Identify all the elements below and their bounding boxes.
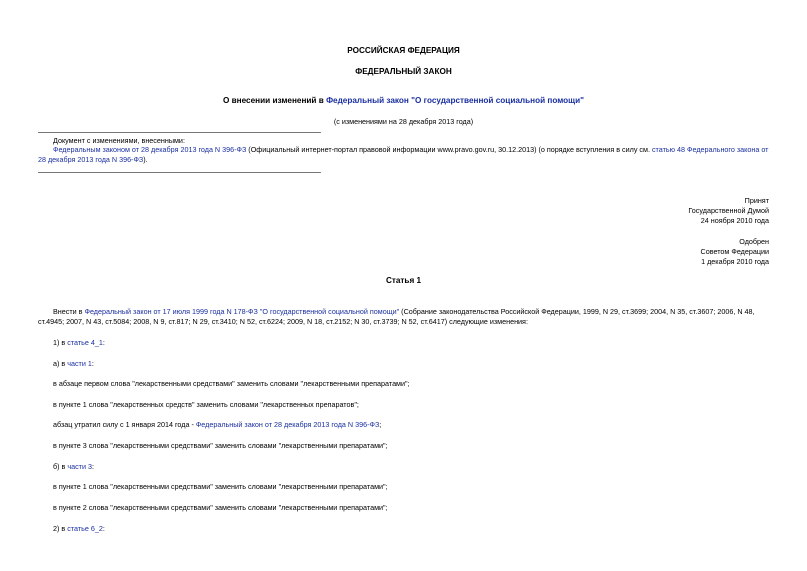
article-48-link[interactable]: статью 48 Федерального закона от (651, 145, 769, 154)
item-1-suffix: : (102, 338, 105, 347)
article-intro-line-2: ст.4945; 2007, N 43, ст.5084; 2008, N 9, ст.817; N 29, ст.3410; N 52, ст.6224; 2009, N 18, ст.2152; N 30, ст.3739; N 52, ст.6417) следующие изменения: (38, 317, 528, 326)
item-1-prefix: 1) в (53, 338, 68, 347)
item-b-suffix: : (91, 462, 94, 471)
adoption-accepted: Принят (744, 196, 769, 205)
item-b (53, 462, 94, 471)
changes-text-2: ). (143, 155, 148, 164)
line-3-text: абзац утратил силу с 1 января 2014 года - (53, 420, 196, 429)
change-line-2: в пункте 1 слова "лекарственных средств" заменить словами "лекарственных препаратов"; (53, 400, 359, 409)
item-a-suffix: : (91, 359, 94, 368)
change-line-4: в пункте 3 слова "лекарственными средствами" заменить словами "лекарственными препаратами"; (53, 441, 388, 450)
edition-note: (с изменениями на 28 декабря 2013 года) (333, 117, 474, 126)
changes-label: Документ с изменениями, внесенными: (53, 136, 185, 145)
amending-law-link-2[interactable]: 28 декабря 2013 года N 396-ФЗ (38, 155, 144, 164)
item-a (53, 359, 94, 368)
repealing-law-link[interactable]: Федеральный закон от 28 декабря 2013 года N 396-ФЗ (195, 420, 380, 429)
item-2 (53, 524, 105, 533)
amending-law-link[interactable]: Федеральным законом от 28 декабря 2013 года N 396-ФЗ (53, 145, 247, 154)
changes-line-1 (53, 145, 768, 154)
divider-bottom (38, 172, 321, 173)
part-1-link[interactable]: части 1 (67, 359, 92, 368)
adoption-duma: Государственной Думой (688, 206, 769, 215)
changes-line-2 (38, 155, 148, 164)
divider-top (38, 132, 321, 133)
adoption-approved: Одобрен (739, 237, 769, 246)
item-2-prefix: 2) в (53, 524, 68, 533)
adoption-date-2: 1 декабря 2010 года (701, 257, 769, 266)
base-law-link[interactable]: Федеральный закон от 17 июля 1999 года N 178-ФЗ "О государственной социальной помощи" (84, 307, 400, 316)
article-6-2-link[interactable]: статье 6_2 (67, 524, 103, 533)
change-line-1: в абзаце первом слова "лекарственными средствами" заменить словами "лекарственными препаратами"; (53, 379, 410, 388)
adoption-date-1: 24 ноября 2010 года (700, 216, 769, 225)
item-1 (53, 338, 105, 347)
title-law-link[interactable]: Федеральный закон "О государственной социальной помощи" (326, 96, 585, 105)
change-line-5: в пункте 1 слова "лекарственными средствами" заменить словами "лекарственными препаратами"; (53, 482, 388, 491)
item-2-suffix: : (102, 524, 105, 533)
intro-text-a: Внести в (53, 307, 85, 316)
change-line-3 (53, 420, 381, 429)
article-title: Статья 1 (385, 276, 422, 285)
title-prefix: О внесении изменений в (222, 96, 327, 105)
adoption-council: Советом Федерации (700, 247, 769, 256)
country-heading: РОССИЙСКАЯ ФЕДЕРАЦИЯ (347, 46, 460, 55)
line-3-suffix: ; (379, 420, 382, 429)
article-4-1-link[interactable]: статье 4_1 (67, 338, 103, 347)
article-intro-line-1 (53, 307, 755, 316)
change-line-6: в пункте 2 слова "лекарственными средствами" заменить словами "лекарственными препаратами"; (53, 503, 388, 512)
item-a-prefix: а) в (53, 359, 68, 368)
doc-type-heading: ФЕДЕРАЛЬНЫЙ ЗАКОН (355, 67, 452, 76)
intro-text-b: (Собрание законодательства Российской Федерации, 1999, N 29, ст.3699; 2004, N 35, ст.3607; 2006, N 48, (399, 307, 755, 316)
document-title (0, 96, 807, 105)
item-b-prefix: б) в (53, 462, 68, 471)
changes-text-1: (Официальный интернет-портал правовой информации www.pravo.gov.ru, 30.12.2013) (о порядке вступления в силу см. (246, 145, 652, 154)
part-3-link[interactable]: части 3 (67, 462, 92, 471)
